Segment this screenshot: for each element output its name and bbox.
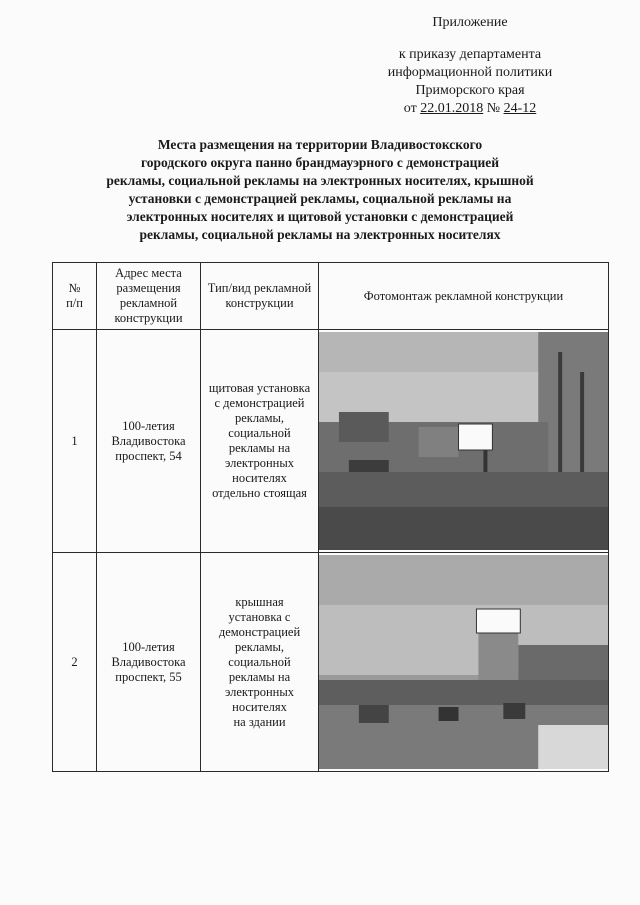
placements-table	[52, 262, 609, 772]
table-header-row	[53, 263, 609, 330]
address-line: Владивостока	[111, 654, 186, 669]
row-address	[97, 330, 201, 553]
address-line: 100-летия	[122, 418, 175, 433]
row-number: 2	[53, 553, 97, 772]
type-line: социальной	[228, 654, 291, 669]
header-number-line: №	[68, 281, 81, 295]
header-type	[201, 263, 319, 330]
title-line-3: рекламы, социальной рекламы на электронных носителях, крышной	[106, 173, 534, 188]
type-line: щитовая установка	[208, 381, 311, 395]
photo-montage-billboard	[319, 330, 609, 553]
address-line: проспект, 55	[115, 669, 182, 684]
order-date: 22.01.2018	[420, 101, 484, 116]
type-line: на здании	[233, 714, 286, 729]
header-address-line: размещения	[116, 281, 181, 295]
header-address-line: рекламной	[119, 296, 178, 310]
row-type	[201, 553, 319, 772]
type-line: электронных	[225, 684, 294, 699]
header-address	[97, 263, 201, 330]
type-line: рекламы на	[228, 441, 291, 455]
row-type	[201, 330, 319, 553]
order-number: 24-12	[503, 101, 537, 116]
title-line-2: городского округа панно брандмауэрного с демонстрацией	[140, 155, 499, 170]
document-title	[60, 136, 580, 244]
type-line: социальной	[228, 426, 291, 440]
title-line-5: электронных носителях и щитовой установки с демонстрацией	[126, 209, 514, 224]
header-number-line: п/п	[66, 296, 83, 310]
address-line: Владивостока	[111, 433, 186, 448]
type-line: установка с	[228, 609, 291, 624]
type-line: рекламы,	[234, 411, 285, 425]
type-line: электронных	[225, 456, 294, 470]
table-row	[53, 330, 609, 553]
header-number	[53, 263, 97, 330]
address-line: проспект, 54	[115, 448, 182, 463]
number-prefix: №	[483, 101, 504, 116]
type-line: отдельно стоящая	[212, 486, 307, 500]
header-type-line: конструкции	[225, 296, 294, 310]
appendix-label: Приложение	[432, 15, 508, 30]
type-line: рекламы на	[228, 669, 291, 684]
type-line: демонстрацией	[218, 624, 301, 639]
date-prefix: от	[403, 101, 421, 116]
type-line: рекламы,	[234, 639, 285, 654]
address-line: 100-летия	[122, 639, 175, 654]
order-line-1: к приказу департамента	[398, 47, 542, 62]
document-header	[360, 14, 580, 118]
order-line-2: информационной политики	[387, 65, 553, 80]
type-line: носителях	[232, 471, 287, 485]
title-line-1: Места размещения на территории Владивостокского	[157, 137, 483, 152]
street-photo-image	[319, 332, 608, 550]
type-line: крышная	[235, 594, 284, 609]
title-line-6: рекламы, социальной рекламы на электронных носителях	[139, 227, 501, 242]
order-line-3: Приморского края	[415, 83, 525, 98]
type-line: с демонстрацией	[214, 396, 305, 410]
type-line: носителях	[232, 699, 287, 714]
header-address-line: конструкции	[114, 311, 183, 325]
street-photo-image	[319, 555, 608, 769]
header-address-line: Адрес места	[115, 266, 182, 280]
order-date-line	[360, 100, 580, 118]
header-photo: Фотомонтаж рекламной конструкции	[319, 263, 609, 330]
header-type-line: Тип/вид рекламной	[207, 281, 312, 295]
title-line-4: установки с демонстрацией рекламы, социальной рекламы на	[128, 191, 512, 206]
row-number: 1	[53, 330, 97, 553]
row-address	[97, 553, 201, 772]
photo-montage-rooftop	[319, 553, 609, 772]
table-row	[53, 553, 609, 772]
